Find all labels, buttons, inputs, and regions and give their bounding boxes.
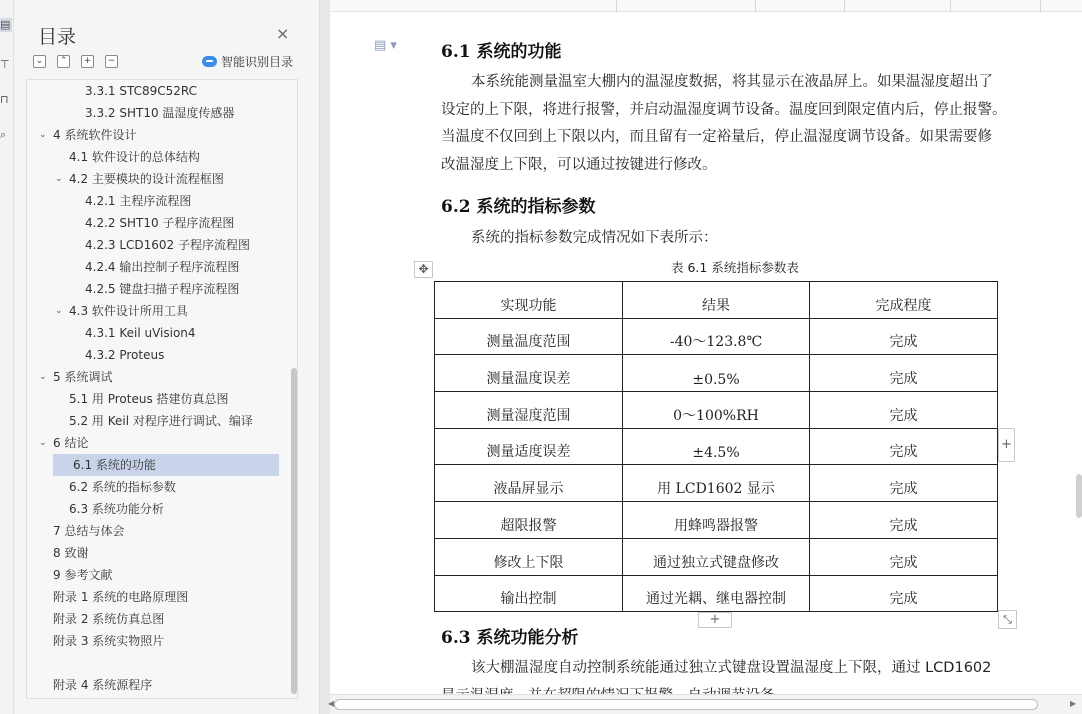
remove-entry-button[interactable]: − <box>105 55 118 68</box>
para-line: 当温度不仅回到上下限以内，而且留有一定裕量后，停止温湿度调节设备。如果需要修 <box>441 129 992 145</box>
toc-item[interactable] <box>27 256 277 278</box>
table-cell[interactable]: 用蜂鸣器报警 <box>623 502 810 539</box>
close-icon[interactable]: × <box>276 24 290 43</box>
toc-item[interactable] <box>27 476 277 498</box>
table-resize-handle[interactable]: ⤡ <box>998 610 1017 629</box>
toc-item[interactable] <box>27 674 277 696</box>
toc-scrollbar[interactable] <box>291 368 297 694</box>
toc-item[interactable] <box>27 410 277 432</box>
table-header-row <box>435 282 998 319</box>
toc-panel <box>14 0 320 714</box>
smart-toc-label: 智能识别目录 <box>221 55 294 69</box>
toc-item-label: 3.3.1 STC89C52RC <box>85 84 198 98</box>
toc-item-label: 4.2.1 主程序流程图 <box>85 194 192 208</box>
toc-item[interactable] <box>27 608 277 630</box>
table-cell[interactable]: 完成 <box>810 318 998 355</box>
cloud-ai-icon <box>202 56 217 67</box>
toc-item[interactable] <box>27 432 277 454</box>
chevron-down-icon[interactable]: ⌄ <box>55 174 63 184</box>
scroll-left-icon[interactable]: ◀ <box>328 699 335 708</box>
chevron-down-icon[interactable]: ⌄ <box>39 438 47 448</box>
toc-item[interactable] <box>27 146 277 168</box>
toc-item[interactable] <box>27 388 277 410</box>
table-row <box>435 465 998 502</box>
toc-item[interactable] <box>27 630 277 652</box>
table-cell[interactable]: 液晶屏显示 <box>435 465 623 502</box>
horizontal-scroll-thumb[interactable] <box>334 699 1038 710</box>
toc-item[interactable] <box>27 168 277 190</box>
chevron-down-icon[interactable]: ⌄ <box>39 372 47 382</box>
table-cell[interactable]: 修改上下限 <box>435 538 623 575</box>
table-cell[interactable]: 通过独立式键盘修改 <box>623 538 810 575</box>
toc-item-label: 4.3.1 Keil uVision4 <box>85 326 196 340</box>
page-icon[interactable]: ⊓ <box>0 93 9 106</box>
table-cell[interactable]: 完成 <box>810 465 998 502</box>
table-cell[interactable]: 测量湿度范围 <box>435 392 623 429</box>
ruler-strip <box>330 0 1082 12</box>
add-column-button[interactable]: + <box>998 428 1015 462</box>
toc-item[interactable] <box>27 520 277 542</box>
toc-item[interactable] <box>27 102 277 124</box>
toc-item-label: 4.2.3 LCD1602 子程序流程图 <box>85 238 251 252</box>
chevron-down-icon[interactable]: ⌄ <box>55 306 63 316</box>
table-cell[interactable]: 用 LCD1602 显示 <box>623 465 810 502</box>
spec-table <box>434 281 998 612</box>
table-caption: 表 6.1 系统指标参数表 <box>671 260 799 275</box>
toc-item[interactable] <box>27 322 277 344</box>
table-cell[interactable]: 完成 <box>810 355 998 392</box>
toc-item[interactable] <box>27 366 277 388</box>
toc-item-label: 4.2.5 键盘扫描子程序流程图 <box>85 282 240 296</box>
toc-item-label: 4.2.2 SHT10 子程序流程图 <box>85 216 235 230</box>
table-cell[interactable]: 0～100%RH <box>623 392 810 429</box>
table-header-cell[interactable]: 结果 <box>623 282 810 319</box>
table-cell[interactable]: 测量适度误差 <box>435 428 623 465</box>
toc-item[interactable] <box>27 124 277 146</box>
table-cell[interactable]: -40～123.8℃ <box>623 318 810 355</box>
vertical-scrollbar[interactable] <box>1076 474 1082 518</box>
gutter <box>320 0 330 714</box>
toc-item-label: 6.3 系统功能分析 <box>69 502 164 516</box>
toc-item-label: 4.2.4 输出控制子程序流程图 <box>85 260 240 274</box>
section-heading-6-3: 6.3 系统功能分析 <box>441 628 579 648</box>
toc-item[interactable] <box>27 564 277 586</box>
table-cell[interactable]: 完成 <box>810 538 998 575</box>
table-cell[interactable]: 完成 <box>810 392 998 429</box>
paragraph-6-1 <box>441 69 1049 179</box>
toc-item-label: 4 系统软件设计 <box>53 128 137 142</box>
toc-item-label: 6.1 系统的功能 <box>73 458 156 472</box>
toc-item-label: 附录 2 系统仿真总图 <box>53 612 165 626</box>
table-row <box>435 575 998 612</box>
toc-list <box>26 79 298 699</box>
table-header-cell[interactable]: 完成程度 <box>810 282 998 319</box>
chevron-down-icon[interactable]: ⌄ <box>39 130 47 140</box>
toc-item-label: 4.2 主要模块的设计流程框图 <box>69 172 224 186</box>
table-cell[interactable]: 完成 <box>810 575 998 612</box>
table-cell[interactable]: 超限报警 <box>435 502 623 539</box>
para-line: 该大棚温湿度自动控制系统能通过独立式键盘设置温湿度上下限，通过 LCD1602 <box>471 660 992 676</box>
toc-item-label: 9 参考文献 <box>53 568 113 582</box>
table-header-cell[interactable]: 实现功能 <box>435 282 623 319</box>
para-line: 系统的指标参数完成情况如下表所示： <box>471 230 718 246</box>
document-page <box>330 0 1082 714</box>
toc-item[interactable] <box>53 454 279 476</box>
toc-item-label: 4.1 软件设计的总体结构 <box>69 150 200 164</box>
toc-item-label: 附录 1 系统的电路原理图 <box>53 590 189 604</box>
table-row <box>435 538 998 575</box>
table-cell[interactable]: 测量温度范围 <box>435 318 623 355</box>
table-move-handle[interactable]: ✥ <box>414 261 433 278</box>
toc-item-label: 5.2 用 Keil 对程序进行调试、编译 <box>69 414 253 428</box>
smart-toc-button[interactable] <box>202 53 293 70</box>
toc-title: 目录 <box>38 26 77 48</box>
section-heading-6-1: 6.1 系统的功能 <box>441 42 562 62</box>
table-cell[interactable]: 输出控制 <box>435 575 623 612</box>
add-row-button[interactable]: + <box>698 612 732 628</box>
outline-icon[interactable]: ⊤ <box>0 58 10 71</box>
table-row <box>435 502 998 539</box>
toc-item-label: 8 致谢 <box>53 546 89 560</box>
table-cell[interactable]: ±0.5% <box>623 355 810 392</box>
left-icon-strip <box>0 0 14 714</box>
para-line: 设定的上下限，将进行报警，并启动温湿度调节设备。温度回到限定值内后，停止报警。 <box>441 101 1007 118</box>
expand-all-button[interactable]: ⌃ <box>57 55 70 68</box>
toc-item-label: 7 总结与体会 <box>53 524 125 538</box>
para-line: 改温湿度上下限，可以通过按键进行修改。 <box>441 156 717 173</box>
horizontal-scrollbar[interactable] <box>330 694 1082 714</box>
toc-item-label: 5 系统调试 <box>53 370 113 384</box>
table-row <box>435 428 998 465</box>
paragraph-6-2 <box>441 225 1049 253</box>
toc-item-label: 4.3.2 Proteus <box>85 348 165 362</box>
doc-view-icon[interactable]: ▤ <box>0 18 11 31</box>
table-cell[interactable]: 完成 <box>810 428 998 465</box>
table-cell[interactable]: 完成 <box>810 502 998 539</box>
toc-item-label: 附录 3 系统实物照片 <box>53 634 165 648</box>
add-entry-button[interactable]: + <box>81 55 94 68</box>
toc-item-label: 6 结论 <box>53 436 89 450</box>
toc-item[interactable] <box>27 278 277 300</box>
toc-item[interactable] <box>27 300 277 322</box>
toc-item-label: 6.2 系统的指标参数 <box>69 480 176 494</box>
toc-item[interactable] <box>27 498 277 520</box>
table-row <box>435 355 998 392</box>
toc-item[interactable] <box>27 586 277 608</box>
section-heading-6-2: 6.2 系统的指标参数 <box>441 197 596 217</box>
toc-item[interactable] <box>27 212 277 234</box>
toc-item[interactable] <box>27 542 277 564</box>
toc-item-label: 4.3 软件设计所用工具 <box>69 304 188 318</box>
toc-item[interactable] <box>27 344 277 366</box>
toc-item-label: 附录 4 系统源程序 <box>53 678 153 692</box>
collapse-all-button[interactable]: ⌄ <box>33 55 46 68</box>
toc-item-label: 5.1 用 Proteus 搭建仿真总图 <box>69 392 229 406</box>
table-row <box>435 318 998 355</box>
paragraph-menu-icon[interactable]: ▤ ▾ <box>374 38 397 53</box>
toc-item[interactable] <box>27 190 277 212</box>
table-cell[interactable]: 测量温度误差 <box>435 355 623 392</box>
para-line: 本系统能测量温室大棚内的温湿度数据，将其显示在液晶屏上。如果温湿度超出了 <box>471 74 993 90</box>
table-cell[interactable]: ±4.5% <box>623 428 810 465</box>
toc-item[interactable] <box>27 234 277 256</box>
toc-item-label: 3.3.2 SHT10 温湿度传感器 <box>85 106 235 120</box>
scroll-right-icon[interactable]: ▶ <box>1070 699 1077 708</box>
search-icon[interactable]: ⌕ <box>0 128 7 141</box>
table-cell[interactable]: 通过光耦、继电器控制 <box>623 575 810 612</box>
toc-item[interactable] <box>27 80 277 102</box>
table-row <box>435 392 998 429</box>
